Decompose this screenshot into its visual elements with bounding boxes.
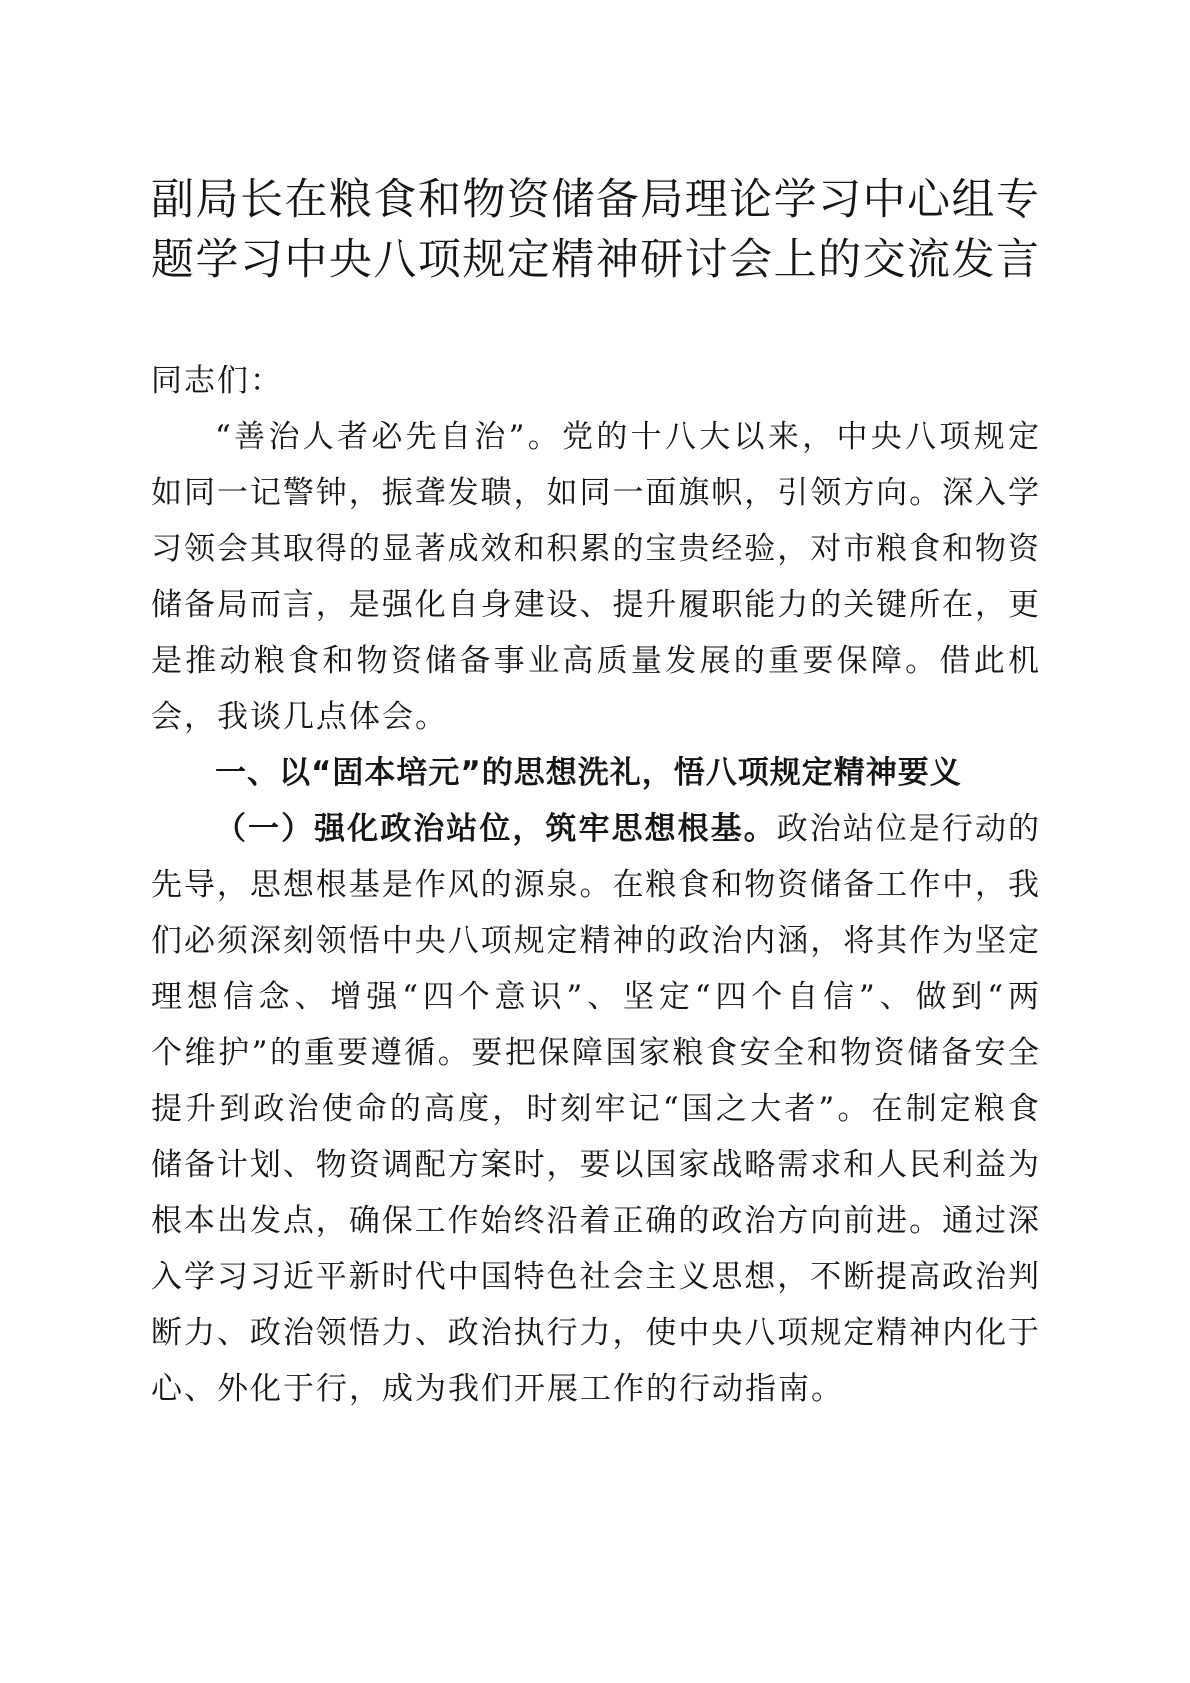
document-title [151,170,1039,290]
paragraph-line: 断力、政治领悟力、政治执行力，使中央八项规定精神内化于 [151,1315,1041,1351]
paragraph-line: 们必须深刻领悟中央八项规定精神的政治内涵，将其作为坚定 [151,923,1041,959]
paragraph-line: 储备局而言，是强化自身建设、提升履职能力的关键所在，更 [151,587,1041,623]
paragraph-line: 会，我谈几点体会。 [151,699,448,735]
subsection-lead: （一）强化政治站位，筑牢思想根基。 [215,811,777,847]
paragraph-line: 理想信念、增强“四个意识”、坚定“四个自信”、做到“两 [151,979,1044,1015]
paragraph-line: 根本出发点，确保工作始终沿着正确的政治方向前进。通过深 [151,1203,1041,1239]
paragraph-line [151,801,1042,857]
title-line: 题学习中央八项规定精神研讨会上的交流发言 [151,235,1041,285]
paragraph-line: 个维护”的重要遵循。要把保障国家粮食安全和物资储备安全 [151,1035,1042,1071]
paragraph-line: 心、外化于行，成为我们开展工作的行动指南。 [151,1371,844,1407]
paragraph-line: 如同一记警钟，振聋发聩，如同一面旗帜，引领方向。深入学 [151,475,1041,511]
paragraph-line: 习领会其取得的显著成效和积累的宝贵经验，对市粮食和物资 [151,531,1041,567]
intro-paragraph [151,409,1043,745]
paragraph-text: 政治站位是行动的 [776,811,1042,847]
paragraph-line: 储备计划、物资调配方案时，要以国家战略需求和人民利益为 [151,1147,1041,1183]
paragraph-line: 先导，思想根基是作风的源泉。在粮食和物资储备工作中，我 [151,867,1041,903]
section-heading: 一、以“固本培元”的思想洗礼，悟八项规定精神要义 [215,755,962,791]
paragraph-line: 提升到政治使命的高度，时刻牢记“国之大者”。在制定粮食 [151,1091,1043,1127]
paragraph-line: 是推动粮食和物资储备事业高质量发展的重要保障。借此机 [151,643,1043,679]
paragraph-line: 入学习习近平新时代中国特色社会主义思想，不断提高政治判 [151,1259,1041,1295]
subsection-paragraph [151,801,1044,1417]
document-body [151,353,1044,1417]
paragraph-line: “善治人者必先自治”。党的十八大以来，中央八项规定 [215,419,1043,455]
salutation: 同志们： [151,363,283,399]
title-line: 副局长在粮食和物资储备局理论学习中心组专 [151,175,1041,225]
